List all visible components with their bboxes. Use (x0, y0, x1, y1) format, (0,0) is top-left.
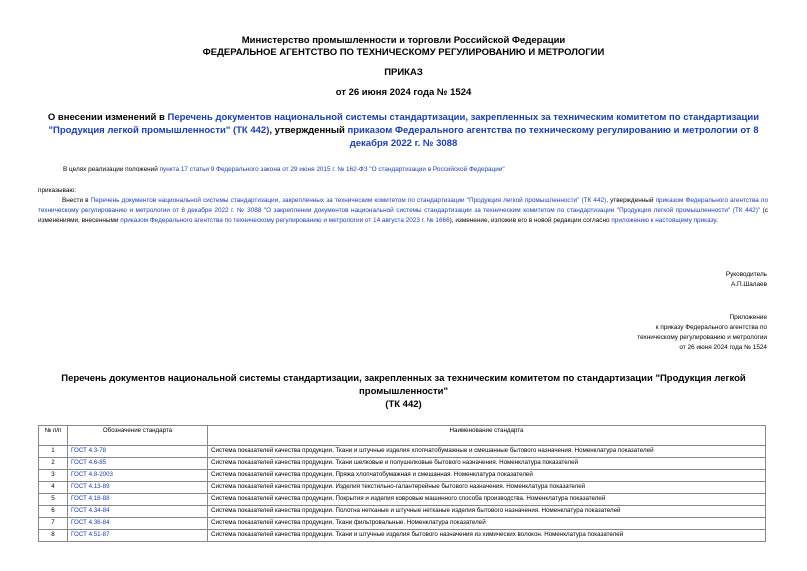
standard-code-cell (68, 446, 208, 458)
standard-code-cell (68, 494, 208, 506)
preamble (63, 165, 763, 175)
standard-code-link[interactable]: ГОСТ 4.13-89 (71, 483, 110, 490)
standard-code-link[interactable]: ГОСТ 4.51-87 (71, 531, 110, 538)
preamble-text: В целях реализации положений (63, 166, 160, 173)
standard-name: Система показателей качества продукции. Ткани фильтровальные. Номенклатура показателей (208, 518, 766, 530)
signature (726, 270, 767, 290)
list-title (20, 372, 787, 411)
standard-code-cell (68, 458, 208, 470)
ministry-name: Министерство промышленности и торговли Российской Федерации (241, 35, 566, 46)
appendix-line-1: Приложение (729, 314, 767, 321)
standard-name: Система показателей качества продукции. Ткани и штучные изделия хлопчатобумажные и смешанные бытового назначения. Номенклатура показателей (208, 446, 766, 458)
document-type: ПРИКАЗ (384, 67, 423, 78)
table-row (39, 482, 766, 494)
row-number: 5 (39, 494, 68, 506)
signature-role: Руководитель (725, 271, 767, 278)
title-text-1: О внесении изменений в (47, 112, 168, 123)
body-text-1: Внести в (62, 197, 91, 204)
table-header-row (39, 426, 766, 446)
body-text-5: . (716, 217, 718, 224)
standard-code-link[interactable]: ГОСТ 4.34-84 (71, 507, 110, 514)
signature-name: А.П.Шалаев (730, 281, 767, 288)
table-row (39, 506, 766, 518)
body-text-3: (с изменениями, внесенными (38, 207, 768, 224)
title-text-2: , утвержденный (269, 125, 348, 136)
body-appendix-link[interactable]: приложению к настоящему приказу (611, 217, 716, 224)
order-word: приказываю: (38, 187, 76, 194)
row-number: 2 (39, 458, 68, 470)
body-list-link[interactable]: Перечень документов национальной системы стандартизации, закрепленных за техническим комитетом по стандартизации "Продукция легкой промышленности" (ТК 442) (90, 197, 607, 204)
col-header-code: Обозначение стандарта (68, 426, 208, 446)
body-text-4: ), изменение, изложив его в новой редакции согласно (449, 217, 612, 224)
order-date-number: от 26 июня 2024 года № 1524 (335, 87, 472, 98)
body-text-2: , утвержденный (606, 197, 656, 204)
table-row (39, 446, 766, 458)
standard-code-link[interactable]: ГОСТ 4.36-84 (71, 519, 110, 526)
list-title-line-1: Перечень документов национальной системы стандартизации, закрепленных за техническим комитетом по стандартизации "Продукция легкой промышленности" (61, 373, 746, 397)
table-row (39, 530, 766, 542)
order-body (38, 196, 768, 226)
standard-name: Система показателей качества продукции. Полотна нетканые и штучные нетканые изделия бытового назначения. Номенклатура показателей (208, 506, 766, 518)
standard-code-cell (68, 506, 208, 518)
row-number: 6 (39, 506, 68, 518)
standard-code-link[interactable]: ГОСТ 4.3-78 (71, 447, 107, 454)
appendix-line-3: техническому регулированию и метрологии (637, 334, 767, 341)
row-number: 1 (39, 446, 68, 458)
agency-name: ФЕДЕРАЛЬНОЕ АГЕНТСТВО ПО ТЕХНИЧЕСКОМУ РЕГУЛИРОВАНИЮ И МЕТРОЛОГИИ (202, 47, 605, 58)
row-number: 4 (39, 482, 68, 494)
standard-name: Система показателей качества продукции. Изделия текстильно-галантерейные бытового назначения. Номенклатура показателей (208, 482, 766, 494)
row-number: 8 (39, 530, 68, 542)
standard-code-link[interactable]: ГОСТ 4.8-2003 (71, 471, 114, 478)
table-body (39, 446, 766, 542)
row-number: 3 (39, 470, 68, 482)
standard-code-link[interactable]: ГОСТ 4.18-88 (71, 495, 110, 502)
standard-name: Система показателей качества продукции. Покрытия и изделия ковровые машинного способа производства. Номенклатура показателей (208, 494, 766, 506)
list-title-line-2: (ТК 442) (385, 399, 422, 410)
row-number: 7 (39, 518, 68, 530)
table-row (39, 470, 766, 482)
appendix-block (617, 313, 767, 353)
standard-code-cell (68, 482, 208, 494)
federal-law-link[interactable]: пункта 17 статьи 9 Федерального закона от 29 июня 2015 г. № 162-ФЗ "О стандартизации в Российской Федерации" (159, 166, 505, 173)
title-order-link[interactable]: приказом Федерального агентства по техническому регулированию и метрологии от 8 декабря 2022 г. № 3088 (347, 125, 759, 149)
standard-code-cell (68, 530, 208, 542)
body-order-3088-link[interactable]: приказом Федерального агентства по техническому регулированию и метрологии от 8 декабря 2022 г. № 3088 "О закреплении документов национальной системы стандартизации за техническим комитетом по стандартизации "Продукция легкой промышленности" (ТК 442)" (38, 197, 769, 214)
standard-name: Система показателей качества продукции. Ткани шелковые и полушелковые бытового назначения. Номенклатура показателей (208, 458, 766, 470)
table-row (39, 494, 766, 506)
appendix-line-4: от 26 июня 2024 года № 1524 (679, 344, 767, 351)
standard-name: Система показателей качества продукции. Пряжа хлопчатобумажная и смешанная. Номенклатура показателей (208, 470, 766, 482)
standard-code-cell (68, 470, 208, 482)
table-row (39, 518, 766, 530)
standard-code-cell (68, 518, 208, 530)
standard-name: Система показателей качества продукции. Ткани и штучные изделия бытового назначения из химических волокон. Номенклатура показателей (208, 530, 766, 542)
standards-table (38, 425, 766, 542)
title-list-link[interactable]: Перечень документов национальной системы стандартизации, закрепленных за техническим комитетом по стандартизации "Продукция легкой промышленности" (ТК 442) (48, 112, 760, 136)
order-title (40, 111, 767, 150)
col-header-number: № п/п (39, 426, 68, 446)
table-row (39, 458, 766, 470)
body-order-1666-link[interactable]: приказом Федерального агентства по техническому регулированию и метрологии от 14 августа 2023 г. № 1666 (120, 217, 450, 224)
appendix-line-2: к приказу Федерального агентства по (655, 324, 767, 331)
standard-code-link[interactable]: ГОСТ 4.6-85 (71, 459, 107, 466)
col-header-name: Наименование стандарта (208, 426, 766, 446)
